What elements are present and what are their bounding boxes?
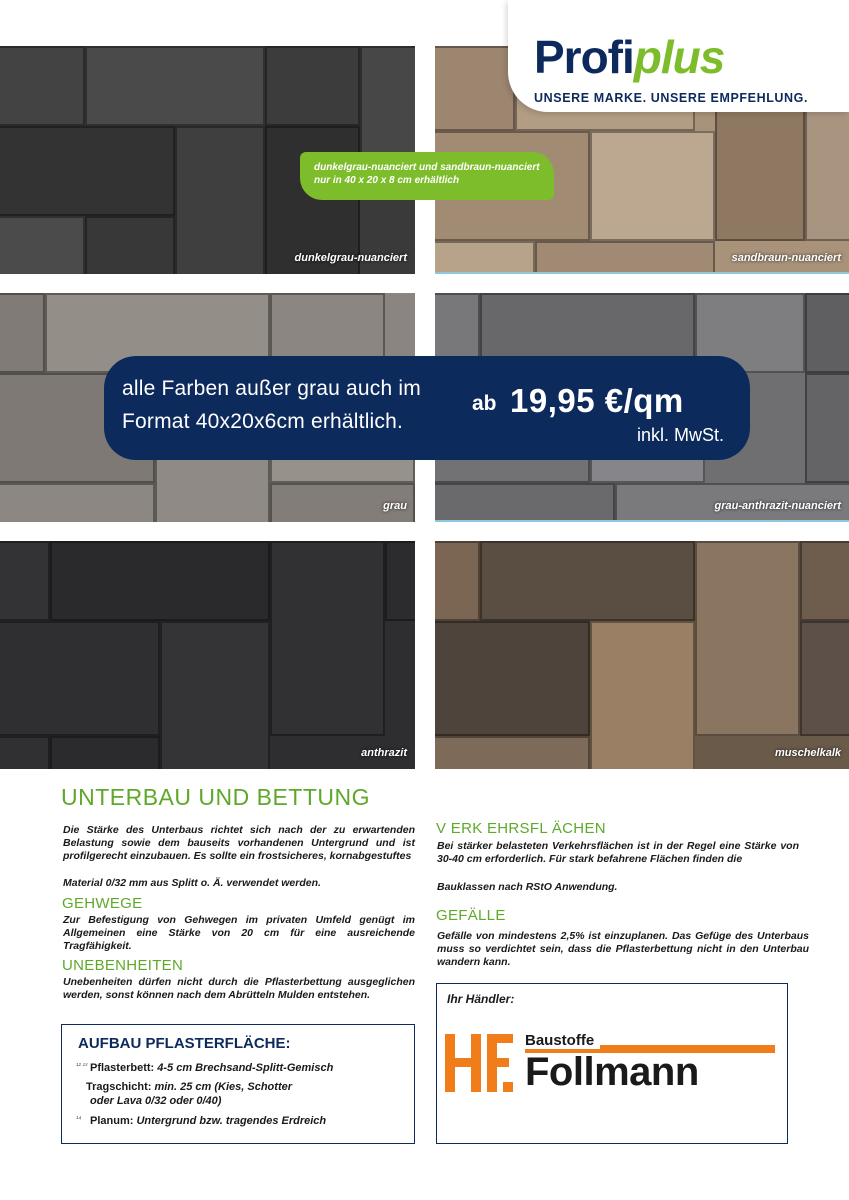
brand-tagline: UNSERE MARKE. UNSERE EMPFEHLUNG. <box>534 91 809 105</box>
footnote-mark: ¹⁴ <box>76 1116 82 1123</box>
paving-texture <box>435 541 849 769</box>
tile-label: dunkelgrau-nuanciert <box>294 252 407 264</box>
aufbau-line-pflasterbett <box>90 1062 333 1074</box>
price-vat: inkl. MwSt. <box>636 425 724 445</box>
gehwege-heading: GEHWEGE <box>62 895 143 912</box>
tile-underline <box>435 272 849 274</box>
tile-underline <box>435 520 849 522</box>
verkehrsflaechen-text: Bei stärker belasteten Verkehrsflächen ist in der Regel eine Stärke von 30-40 cm erforderlich. Für stark befahrene Flächen finden die <box>437 840 799 865</box>
tile-label: sandbraun-nuanciert <box>731 252 841 264</box>
tile-label: grau <box>383 500 407 512</box>
verkehrsflaechen-heading: V ERK EHRSFL ÄCHEN <box>436 820 606 837</box>
material-text: Material 0/32 mm aus Splitt o. Ä. verwendet werden. <box>63 877 321 889</box>
dealer-logo-word2: Follmann <box>525 1050 699 1094</box>
tile-label: grau-anthrazit-nuanciert <box>714 500 841 512</box>
dealer-logo-word1: Baustoffe <box>525 1032 600 1049</box>
unebenheiten-text: Unebenheiten dürfen nicht durch die Pflasterbettung ausgeglichen werden, sonst können nach dem Abrütteln Mulden entstehen. <box>63 976 415 1001</box>
intro-text: Die Stärke des Unterbaus richtet sich nach der zu erwartenden Belastung sowie dem bauseits vorhandenen Untergrund und ist profilgerecht einzubauen. Es sollte ein frostsicheres, kornabgestuftes <box>63 824 415 862</box>
verkehrsflaechen-text2: Bauklassen nach RStO Anwendung. <box>437 881 618 893</box>
aufbau-title: AUFBAU PFLASTERFLÄCHE: <box>78 1035 291 1052</box>
price-value: 19,95 €/qm <box>510 382 684 419</box>
dealer-box <box>436 983 788 1144</box>
format-info-line2: Format 40x20x6cm erhältlich. <box>122 410 404 433</box>
aufbau-value: min. 25 cm (Kies, Schotter <box>151 1081 293 1093</box>
price-banner <box>104 356 750 460</box>
gehwege-text: Zur Befestigung von Gehwegen im privaten Umfeld genügt im Allgemeinen eine Stärke von 20 cm für eine ausreichende Tragfähigkeit. <box>63 914 415 952</box>
section-heading: UNTERBAU UND BETTUNG <box>61 784 371 810</box>
aufbau-label: Tragschicht: <box>86 1081 152 1093</box>
aufbau-line-tragschicht <box>86 1081 292 1093</box>
gefaelle-text: Gefälle von mindestens 2,5% ist einzuplanen. Das Gefüge des Unterbaus muss so verdichtet sein, dass die Pflasterbettung nicht in den Unterbau wandern kann. <box>437 930 809 968</box>
brand-name-part1: Profi <box>534 31 634 83</box>
note-bubble: dunkelgrau-nuanciert und sandbraun-nuanciert nur in 40 x 20 x 8 cm erhältlich <box>300 152 554 200</box>
price-prefix: ab <box>472 392 497 415</box>
aufbau-value: Untergrund bzw. tragendes Erdreich <box>133 1115 327 1127</box>
format-info <box>122 372 421 438</box>
aufbau-label: Pflasterbett: <box>90 1062 155 1074</box>
tile-label: anthrazit <box>361 747 407 759</box>
tile-anthrazit <box>0 541 415 769</box>
tile-label: muschelkalk <box>774 747 841 759</box>
aufbau-line-tragschicht-cont: oder Lava 0/32 oder 0/40) <box>90 1095 222 1107</box>
format-info-line1: alle Farben außer grau auch im <box>122 377 421 400</box>
aufbau-line-planum <box>90 1115 326 1127</box>
paving-texture <box>0 541 415 769</box>
brand-name-part2: plus <box>633 31 725 83</box>
dealer-label: Ihr Händler: <box>447 992 515 1006</box>
unebenheiten-heading: UNEBENHEITEN <box>62 957 184 974</box>
gefaelle-heading: GEFÄLLE <box>436 907 506 924</box>
aufbau-box <box>61 1024 415 1144</box>
brand-logo <box>534 30 724 84</box>
aufbau-label: Planum: <box>90 1115 134 1127</box>
footnote-mark: ¹² ¹³ <box>76 1063 88 1070</box>
brand-badge <box>508 0 849 112</box>
tile-muschelkalk <box>435 541 849 769</box>
dealer-logo-hf-icon <box>445 1034 515 1102</box>
aufbau-value: 4-5 cm Brechsand-Splitt-Gemisch <box>154 1062 334 1074</box>
